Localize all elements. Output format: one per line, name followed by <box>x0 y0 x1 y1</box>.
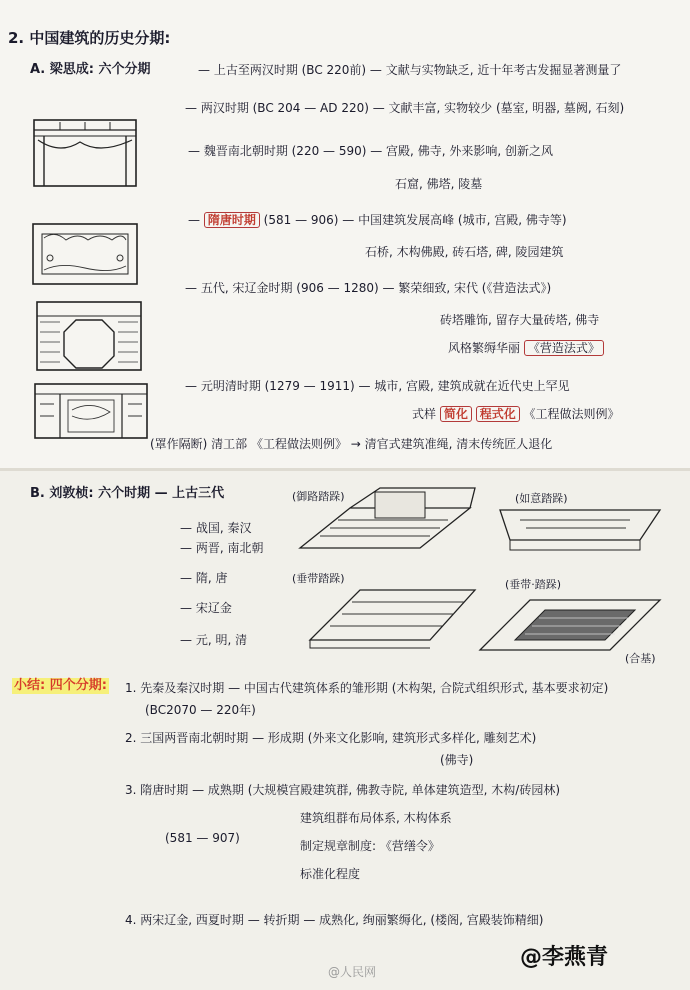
summary-item-2-sub: (佛寺) <box>440 753 474 767</box>
period-b1: — 战国, 秦汉 <box>180 521 252 535</box>
summary-item-3-sub: (581 — 907) <box>165 831 240 845</box>
period-a6-tag-a: 简化 <box>440 406 472 422</box>
summary-item-3-note-1: 建筑组群布局体系, 木构体系 <box>300 811 452 825</box>
summary-item-3: 3. 隋唐时期 — 成熟期 (大规模宫殿建筑群, 佛教寺院, 单体建筑造型, 木构/砖园林) <box>125 783 561 797</box>
sketch-label-3: (垂带踏跺) <box>292 572 345 585</box>
sketch-label-4: (垂带·踏跺) <box>505 578 562 591</box>
period-a6-tag-b: 程式化 <box>476 406 520 422</box>
sketch-label-2: (如意踏跺) <box>515 492 568 505</box>
period-a5-style <box>448 340 604 356</box>
period-a5-detail: 砖塔雕饰, 留存大量砖塔, 佛寺 <box>440 313 600 327</box>
period-a4-detail: 石桥, 木构佛殿, 砖石塔, 碑, 陵园建筑 <box>365 245 564 259</box>
period-a2: — 两汉时期 (BC 204 — AD 220) — 文献丰富, 实物较少 (墓室, 明器, 墓阙, 石刻) <box>185 101 625 115</box>
sketch-hatched-steps <box>470 570 670 660</box>
sketch-carved-screen <box>30 218 140 288</box>
sketch-label-1: (御路踏跺) <box>292 490 345 503</box>
period-a4-text: (581 — 906) — 中国建筑发展高峰 (城市, 宫殿, 佛寺等) <box>263 213 567 227</box>
period-b2: — 两晋, 南北朝 <box>180 541 264 555</box>
summary-item-4: 4. 两宋辽金, 西夏时期 — 转折期 — 成熟化, 绚丽繁缛化, (楼阁, 宫殿装饰精细) <box>125 913 544 927</box>
section-a-title: A. 梁思成: 六个分期 <box>30 62 151 77</box>
period-a6-prefix: 式样 <box>412 407 437 421</box>
sketch-octagon-door <box>34 298 144 374</box>
period-a4: — 隋唐时期 (581 — 906) — 中国建筑发展高峰 (城市, 宫殿, 佛寺等) <box>188 213 567 227</box>
summary-item-3-note-2: 制定规章制度: 《营缮令》 <box>300 839 440 853</box>
period-a5-style-text: 风格繁缛华丽 <box>448 341 521 355</box>
source-watermark: @人民网 <box>328 965 377 979</box>
summary-item-1: 1. 先秦及秦汉时期 — 中国古代建筑体系的雏形期 (木构架, 合院式组织形式, 基本要求初定) <box>125 681 609 695</box>
period-a3: — 魏晋南北朝时期 (220 — 590) — 宫殿, 佛寺, 外来影响, 创新之风 <box>188 144 553 158</box>
sketch-label-5: (合基) <box>625 652 656 665</box>
period-a6: — 元明清时期 (1279 — 1911) — 城市, 宫殿, 建筑成就在近代史上罕见 <box>185 379 570 393</box>
sheet-divider <box>0 468 690 471</box>
period-a6-tail: 《工程做法则例》 <box>523 407 620 421</box>
summary-item-1-sub: (BC2070 — 220年) <box>145 703 256 717</box>
page-heading: 2. 中国建筑的历史分期: <box>8 29 171 47</box>
summary-label: 小结: 四个分期: <box>14 678 107 693</box>
period-a1: — 上古至两汉时期 (BC 220前) — 文献与实物缺乏, 近十年考古发掘显著测量了 <box>198 63 622 77</box>
author-watermark: @李燕青 <box>520 945 609 970</box>
period-a6-detail <box>412 406 620 422</box>
section-a-footnote: (罩作隔断) 清工部 《工程做法则例》 → 清官式建筑准绳, 清末传统匠人退化 <box>150 437 553 451</box>
period-b4: — 宋辽金 <box>180 601 232 615</box>
period-b3: — 隋, 唐 <box>180 571 228 585</box>
sketch-partition-screen <box>32 380 150 440</box>
sketch-railing-frame <box>30 110 140 190</box>
period-a4-boxed-label: 隋唐时期 <box>204 212 260 228</box>
section-b-title: B. 刘敦桢: 六个时期 — 上古三代 <box>30 486 225 501</box>
period-b5: — 元, 明, 清 <box>180 633 248 647</box>
period-a5: — 五代, 宋辽金时期 (906 — 1280) — 繁荣细致, 宋代 (《营造法式》) <box>185 281 552 295</box>
summary-item-3-note-3: 标准化程度 <box>300 867 361 881</box>
summary-item-2: 2. 三国两晋南北朝时期 — 形成期 (外来文化影响, 建筑形式多样化, 雕刻艺术) <box>125 731 537 745</box>
period-a5-tag: 《营造法式》 <box>524 340 604 356</box>
period-a3-detail: 石窟, 佛塔, 陵墓 <box>395 177 483 191</box>
